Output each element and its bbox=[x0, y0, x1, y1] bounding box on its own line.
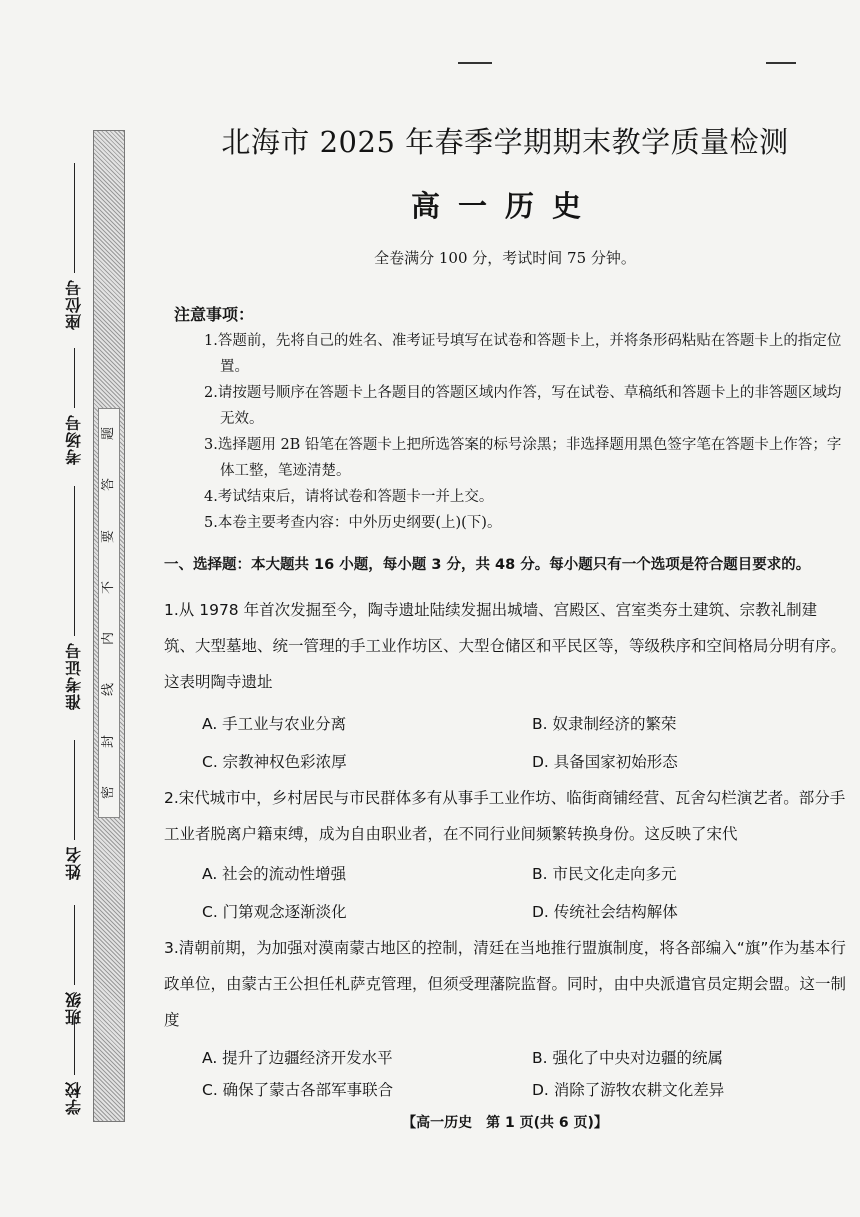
school-field[interactable] bbox=[62, 1015, 86, 1115]
seal-char: 封 bbox=[101, 734, 117, 748]
admission-number-blank[interactable] bbox=[73, 486, 75, 636]
exam-title: 北海市 2025 年春季学期期末教学质量检测 bbox=[221, 125, 789, 159]
question-stem: 1.从 1978 年首次发掘至今，陶寺遗址陆续发掘出城墙、宫殿区、宫室类夯土建筑、宗教礼制建筑、大型墓地、统一管理的手工业作坊区、大型仓储区和平民区等，等级秩序和空间格局分明有序。这表明陶寺遗址 bbox=[164, 601, 847, 691]
exam-room-field[interactable] bbox=[62, 345, 86, 465]
exam-subject: 高一历史 bbox=[410, 189, 599, 223]
name-blank[interactable] bbox=[73, 740, 75, 840]
option-d: D. 消除了游牧农耕文化差异 bbox=[532, 1081, 725, 1099]
admission-number-field[interactable] bbox=[62, 480, 86, 710]
option-a: A. 社会的流动性增强 bbox=[202, 865, 347, 883]
option-c: C. 宗教神权色彩浓厚 bbox=[202, 753, 347, 771]
seat-number-blank[interactable] bbox=[73, 163, 75, 273]
note-item: 3.选择题用 2B 铅笔在答题卡上把所选答案的标号涂黑；非选择题用黑色签字笔在答题卡上作答；字体工整，笔迹清楚。 bbox=[204, 437, 842, 479]
seal-char: 内 bbox=[101, 632, 117, 646]
name-label: 姓名 bbox=[64, 846, 84, 880]
seat-number-label: 座位号 bbox=[64, 279, 84, 330]
note-item: 5.本卷主要考查内容：中外历史纲要(上)(下)。 bbox=[204, 515, 502, 531]
question-2-options bbox=[202, 862, 822, 938]
option-b: B. 奴隶制经济的繁荣 bbox=[532, 715, 677, 733]
seat-number-field[interactable] bbox=[62, 160, 86, 330]
question-stem: 2.宋代城市中，乡村居民与市民群体多有从事手工业作坊、临街商铺经营、瓦舍勾栏演艺者。部分手工业者脱离户籍束缚，成为自由职业者，在不同行业间频繁转换身份。这反映了宋代 bbox=[164, 789, 846, 843]
option-b: B. 强化了中央对边疆的统属 bbox=[532, 1049, 723, 1067]
notes-heading: 注意事项： bbox=[174, 305, 255, 324]
seal-char: 线 bbox=[101, 683, 117, 697]
seal-char: 要 bbox=[101, 529, 117, 543]
seal-char: 不 bbox=[101, 580, 117, 594]
note-item: 1.答题前，先将自己的姓名、准考证号填写在试卷和答题卡上，并将条形码粘贴在答题卡上的指定位置。 bbox=[204, 333, 842, 375]
school-label: 学校 bbox=[64, 1081, 84, 1115]
seal-char: 密 bbox=[101, 785, 117, 799]
option-c: C. 门第观念逐渐淡化 bbox=[202, 903, 347, 921]
school-blank[interactable] bbox=[73, 1020, 75, 1075]
admission-number-label: 准考证号 bbox=[64, 642, 84, 710]
option-a: A. 手工业与农业分离 bbox=[202, 715, 347, 733]
top-registration-mark bbox=[766, 62, 796, 64]
question-1 bbox=[164, 592, 848, 700]
class-field[interactable] bbox=[62, 895, 86, 1025]
question-1-options bbox=[202, 712, 822, 788]
seal-char: 题 bbox=[101, 426, 117, 441]
question-3-options bbox=[202, 1046, 822, 1116]
option-a: A. 提升了边疆经济开发水平 bbox=[202, 1049, 393, 1067]
note-item: 4.考试结束后，请将试卷和答题卡一并上交。 bbox=[204, 489, 494, 505]
option-d: D. 传统社会结构解体 bbox=[532, 903, 678, 921]
score-time-line: 全卷满分 100 分，考试时间 75 分钟。 bbox=[374, 249, 636, 267]
option-b: B. 市民文化走向多元 bbox=[532, 865, 677, 883]
name-field[interactable] bbox=[62, 730, 86, 880]
question-stem: 3.清朝前期，为加强对漠南蒙古地区的控制，清廷在当地推行盟旗制度，将各部编入“旗”作为基本行政单位，由蒙古王公担任札萨克管理，但须受理藩院监督。同时，由中央派遣官员定期会盟。这一制度 bbox=[164, 939, 847, 1029]
note-item: 2.请按题号顺序在答题卡上各题目的答题区域内作答，写在试卷、草稿纸和答题卡上的非答题区域均无效。 bbox=[204, 385, 842, 427]
seal-warning-box bbox=[98, 408, 120, 818]
class-label: 班级 bbox=[64, 991, 84, 1025]
question-2 bbox=[164, 780, 848, 852]
question-3 bbox=[164, 930, 848, 1038]
page-footer: 【高一历史 第 1 页(共 6 页)】 bbox=[402, 1115, 608, 1131]
seal-char: 答 bbox=[101, 478, 117, 492]
exam-room-blank[interactable] bbox=[73, 348, 75, 408]
option-d: D. 具备国家初始形态 bbox=[532, 753, 678, 771]
exam-room-label: 考场号 bbox=[64, 414, 84, 465]
option-c: C. 确保了蒙古各部军事联合 bbox=[202, 1081, 394, 1099]
notes-list bbox=[204, 328, 844, 536]
top-registration-mark bbox=[458, 62, 492, 64]
section-heading: 一、选择题：本大题共 16 小题，每小题 3 分，共 48 分。每小题只有一个选项是符合题目要求的。 bbox=[164, 557, 811, 573]
class-blank[interactable] bbox=[73, 905, 75, 985]
